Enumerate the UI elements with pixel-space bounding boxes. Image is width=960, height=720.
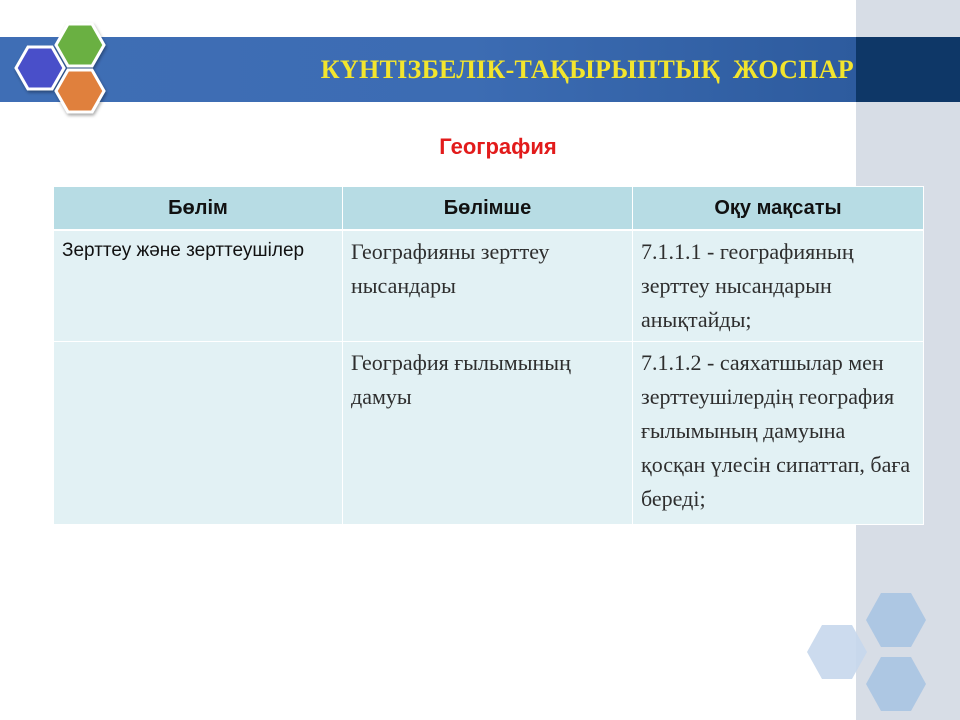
subject-heading: География: [439, 134, 557, 159]
section-cell: [54, 342, 343, 525]
blue-hexagon-icon: [16, 47, 64, 89]
green-hexagon-icon: [56, 24, 104, 66]
table-row: [54, 230, 924, 342]
objective-cell: 7.1.1.1 - географияның зерттеу нысандарын анықтайды;: [633, 230, 924, 342]
title-bar-accent: [856, 37, 960, 102]
hexagon-cluster-logo-icon: [8, 18, 118, 120]
section-cell: Зерттеу және зерттеушілер: [54, 230, 343, 342]
objective-cell: 7.1.1.2 - саяхатшылар мен зерттеушілердің география ғылымының дамуына қосқан үлесін сипаттап, баға береді;: [633, 342, 924, 525]
decorative-hexagon-icon: [866, 657, 926, 711]
column-header-subsection: Бөлімше: [343, 187, 633, 231]
page-title: КҮНТІЗБЕЛІК-ТАҚЫРЫПТЫҚ ЖОСПАР: [320, 54, 854, 84]
table-header-row: [54, 187, 924, 231]
orange-hexagon-icon: [56, 70, 104, 112]
column-header-section: Бөлім: [54, 187, 343, 231]
subsection-cell: Географияны зерттеу нысандары: [343, 230, 633, 342]
decorative-hexagon-icon: [866, 593, 926, 647]
plan-table: [53, 186, 924, 525]
table-row: [54, 342, 924, 525]
subsection-cell: География ғылымының дамуы: [343, 342, 633, 525]
decorative-hexagons-icon: [800, 585, 960, 720]
decorative-hexagon-icon: [807, 625, 867, 679]
column-header-objective: Оқу мақсаты: [633, 187, 924, 231]
